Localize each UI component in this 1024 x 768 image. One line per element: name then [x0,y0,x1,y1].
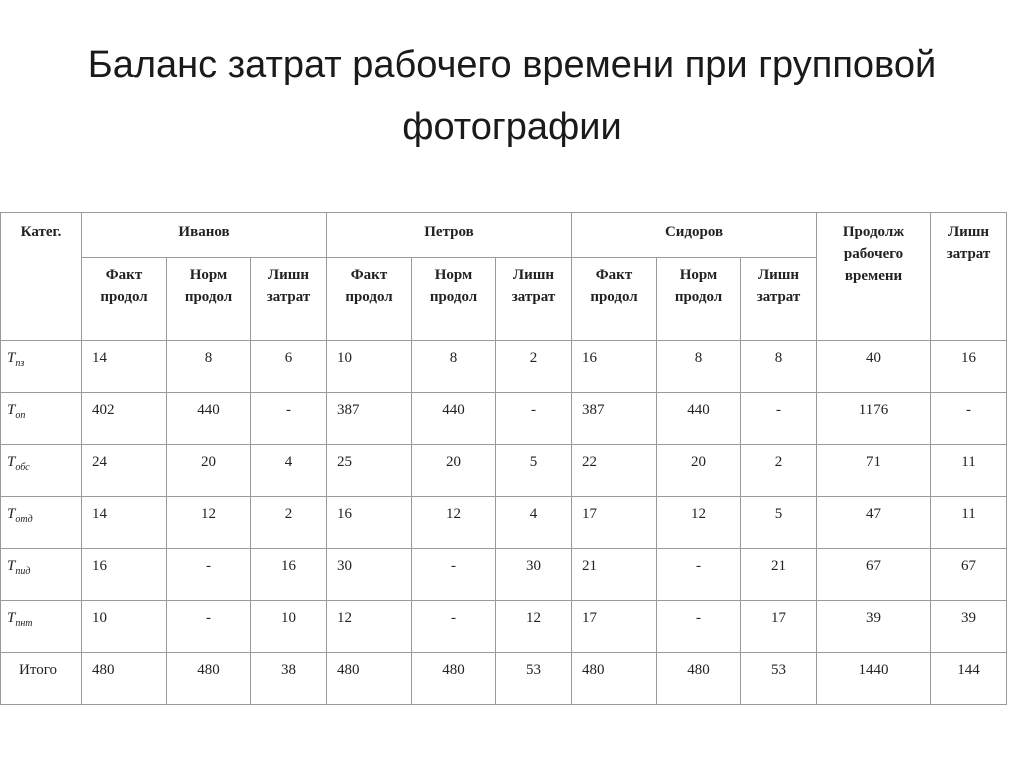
value-cell: 12 [167,497,251,549]
category-cell [1,653,82,705]
worker-header-sidorov: Сидоров [572,213,817,258]
value-cell: 17 [572,497,657,549]
value-cell: 144 [931,653,1007,705]
category-symbol: T [7,558,16,574]
value-cell: 47 [817,497,931,549]
table-row [1,341,1007,393]
value-cell: 12 [657,497,741,549]
category-cell [1,601,82,653]
category-symbol: T [7,610,16,626]
value-cell: - [167,549,251,601]
value-cell: 40 [817,341,931,393]
value-cell: - [412,601,496,653]
value-cell: 480 [412,653,496,705]
table-body [1,341,1007,705]
value-cell: 2 [741,445,817,497]
value-cell: 8 [741,341,817,393]
value-cell: 5 [496,445,572,497]
value-cell: 17 [572,601,657,653]
value-cell: - [251,393,327,445]
value-cell: 387 [572,393,657,445]
sub-header-norm: Норм продол [167,258,251,341]
value-cell: - [657,601,741,653]
sub-header-excess: Лишн затрат [741,258,817,341]
category-subscript: отд [15,514,33,525]
slide-title-line-1: Баланс затрат рабочего времени при групповой [87,44,937,86]
worker-header-petrov: Петров [327,213,572,258]
total-time-column-header: Продолж рабочего времени [817,213,931,341]
value-cell: 480 [572,653,657,705]
value-cell: 39 [817,601,931,653]
slide-title [0,34,1024,158]
value-cell: 38 [251,653,327,705]
value-cell: - [412,549,496,601]
table-row [1,653,1007,705]
value-cell: 8 [167,341,251,393]
value-cell: 4 [496,497,572,549]
time-balance-table [0,212,1007,705]
value-cell: 4 [251,445,327,497]
value-cell: 12 [412,497,496,549]
value-cell: - [741,393,817,445]
value-cell: 5 [741,497,817,549]
category-symbol: T [7,350,16,366]
category-column-header: Катег. [1,213,82,341]
category-symbol: T [7,402,16,418]
sub-header-excess: Лишн затрат [496,258,572,341]
value-cell: 10 [327,341,412,393]
value-cell: 14 [82,497,167,549]
value-cell: 440 [412,393,496,445]
value-cell: 480 [657,653,741,705]
value-cell: 8 [412,341,496,393]
value-cell: 20 [657,445,741,497]
category-cell [1,393,82,445]
value-cell: 440 [657,393,741,445]
category-symbol: T [7,506,16,522]
value-cell: 30 [327,549,412,601]
value-cell: 440 [167,393,251,445]
category-subscript: пид [15,566,31,577]
sub-header-norm: Норм продол [412,258,496,341]
table-header-row-workers [1,213,1007,258]
value-cell: 16 [572,341,657,393]
sub-header-fact: Факт продол [572,258,657,341]
value-cell: 6 [251,341,327,393]
value-cell: 12 [327,601,412,653]
value-cell: 67 [817,549,931,601]
sub-header-excess: Лишн затрат [251,258,327,341]
value-cell: 2 [496,341,572,393]
value-cell: 16 [251,549,327,601]
value-cell: 16 [327,497,412,549]
value-cell: 20 [412,445,496,497]
table-row [1,601,1007,653]
slide-title-line-2: фотографии [402,106,622,148]
value-cell: 67 [931,549,1007,601]
value-cell: 21 [741,549,817,601]
value-cell: 21 [572,549,657,601]
value-cell: 71 [817,445,931,497]
category-subscript: обс [15,462,30,473]
value-cell: 10 [251,601,327,653]
value-cell: 1176 [817,393,931,445]
excess-column-header: Лишн затрат [931,213,1007,341]
value-cell: 16 [931,341,1007,393]
value-cell: 39 [931,601,1007,653]
category-symbol: Итого [19,662,57,678]
value-cell: 11 [931,445,1007,497]
value-cell: - [167,601,251,653]
value-cell: 20 [167,445,251,497]
table-row [1,445,1007,497]
value-cell: 387 [327,393,412,445]
value-cell: 8 [657,341,741,393]
table-row [1,549,1007,601]
value-cell: 1440 [817,653,931,705]
value-cell: 22 [572,445,657,497]
value-cell: - [931,393,1007,445]
category-subscript: пнт [15,618,33,629]
table-row [1,393,1007,445]
sub-header-fact: Факт продол [327,258,412,341]
value-cell: 480 [82,653,167,705]
sub-header-fact: Факт продол [82,258,167,341]
sub-header-norm: Норм продол [657,258,741,341]
value-cell: 14 [82,341,167,393]
value-cell: 480 [327,653,412,705]
table-row [1,497,1007,549]
value-cell: - [657,549,741,601]
value-cell: 2 [251,497,327,549]
value-cell: 24 [82,445,167,497]
value-cell: 17 [741,601,817,653]
value-cell: 10 [82,601,167,653]
value-cell: 25 [327,445,412,497]
category-subscript: пз [15,358,25,369]
value-cell: 16 [82,549,167,601]
value-cell: 12 [496,601,572,653]
value-cell: - [496,393,572,445]
worker-header-ivanov: Иванов [82,213,327,258]
category-cell [1,497,82,549]
value-cell: 402 [82,393,167,445]
category-cell [1,549,82,601]
value-cell: 480 [167,653,251,705]
value-cell: 11 [931,497,1007,549]
category-symbol: T [7,454,16,470]
category-subscript: оп [15,410,26,421]
category-cell [1,445,82,497]
value-cell: 53 [741,653,817,705]
category-cell [1,341,82,393]
value-cell: 30 [496,549,572,601]
value-cell: 53 [496,653,572,705]
